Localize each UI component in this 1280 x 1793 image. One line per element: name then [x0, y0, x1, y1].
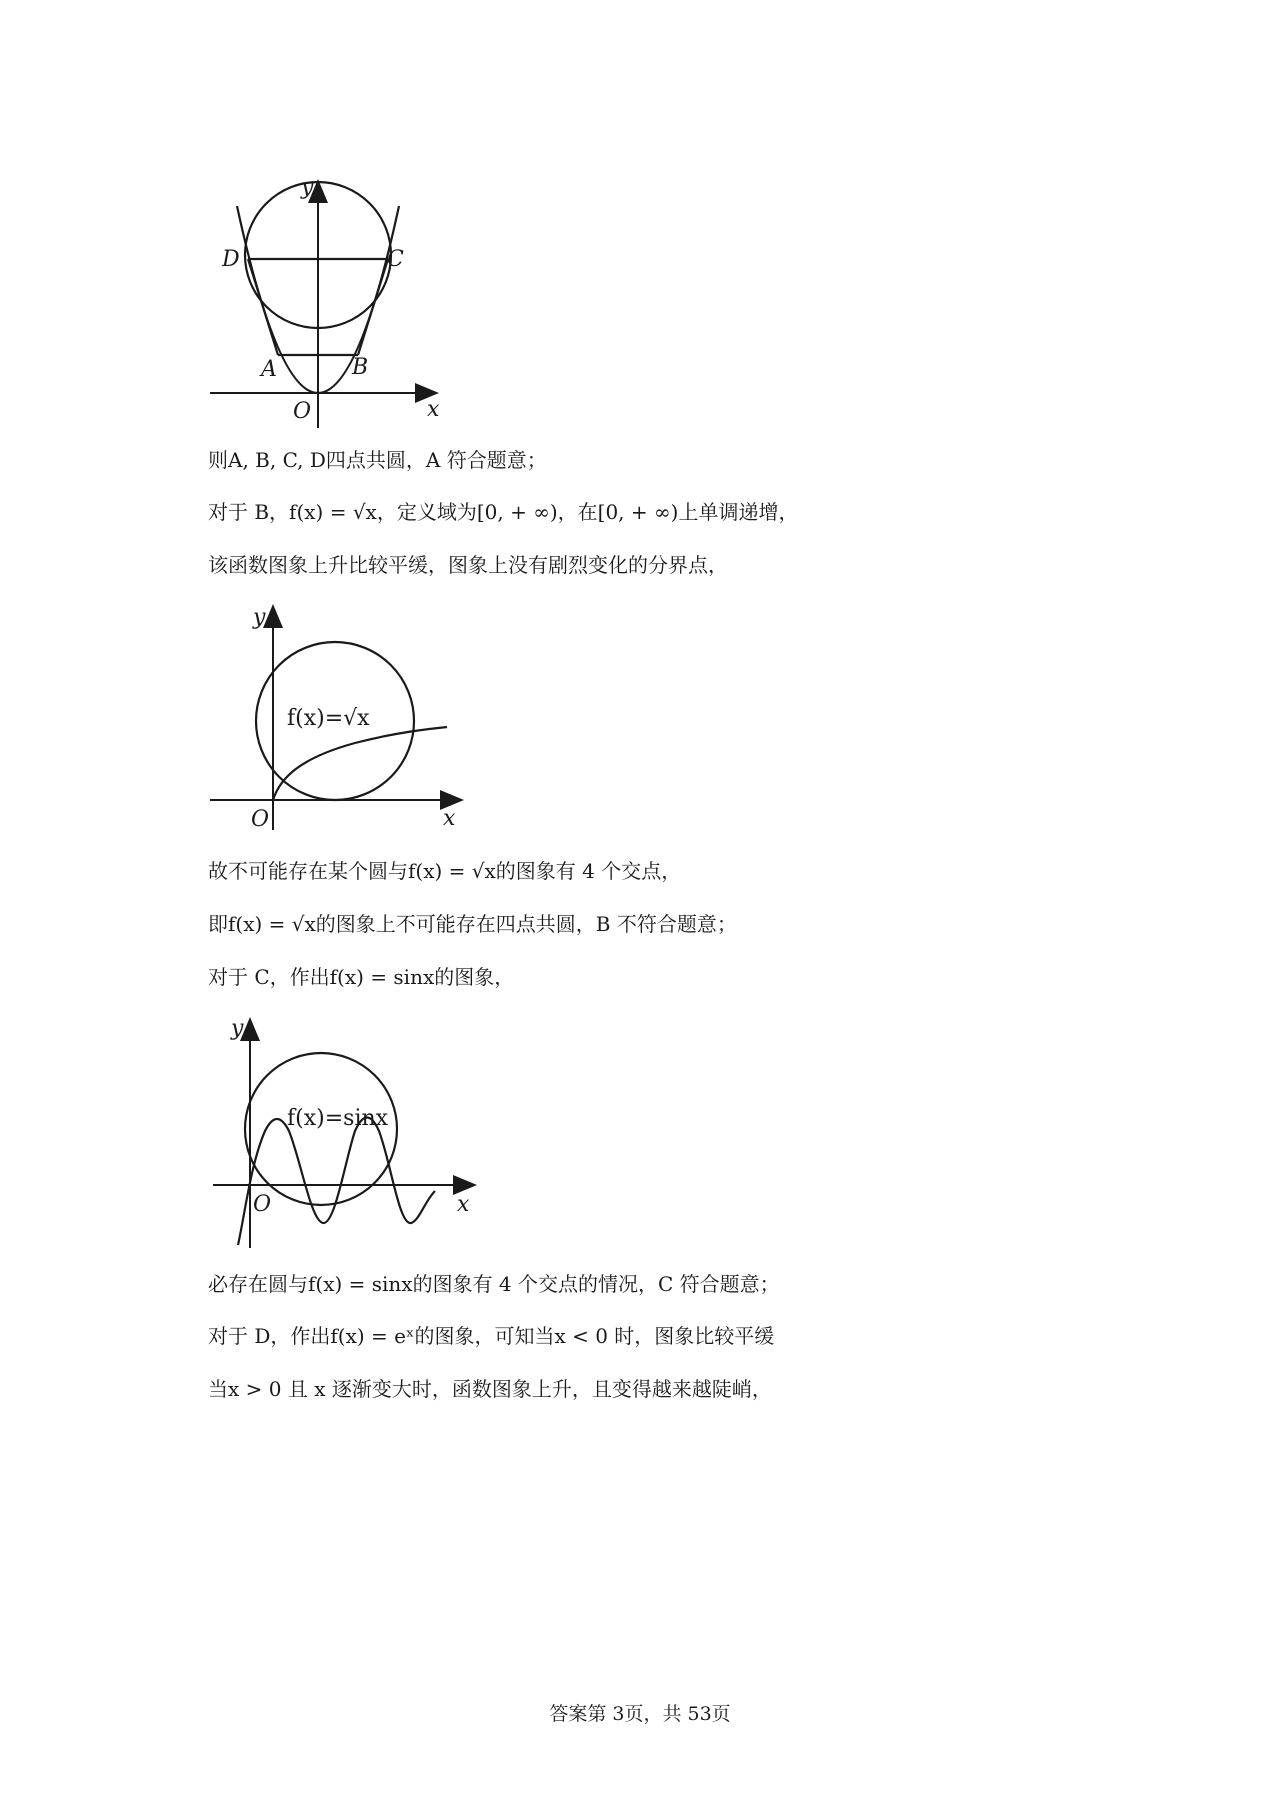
text-line-5: 即f(x) = √x的图象上不可能存在四点共圆，B 不符合题意；: [208, 912, 737, 936]
label-a: A: [261, 357, 277, 382]
segment-da: [248, 259, 278, 355]
label-x: x: [443, 806, 456, 831]
text-line-4: 故不可能存在某个圆与f(x) = √x的图象有 4 个交点，: [208, 859, 682, 883]
label-o: O: [253, 1192, 272, 1217]
text-line-1: 则A, B, C, D四点共圆，A 符合题意；: [208, 448, 547, 472]
text-line-7: 必存在圆与f(x) = sinx的图象有 4 个交点的情况，C 符合题意；: [208, 1272, 780, 1296]
label-o: O: [293, 399, 312, 424]
text-line-6: 对于 C，作出f(x) = sinx的图象，: [208, 965, 515, 989]
text-line-8: 对于 D，作出f(x) = eˣ的图象，可知当x < 0 时，图象比较平缓: [208, 1324, 775, 1348]
text-line-3: 该函数图象上升比较平缓，图象上没有剧烈变化的分界点，: [208, 553, 728, 577]
label-d: D: [222, 247, 240, 272]
text-line-9: 当x > 0 且 x 逐渐变大时，函数图象上升，且变得越来越陡峭，: [208, 1377, 772, 1401]
figure-sin-circle: [205, 1013, 480, 1248]
label-y: y: [253, 605, 266, 630]
label-y: y: [301, 175, 314, 200]
label-x: x: [427, 397, 440, 422]
label-func: f(x)=√x: [287, 706, 370, 731]
label-c: C: [387, 247, 404, 272]
page-footer: 答案第 3页，共 53页: [549, 1703, 731, 1725]
segment-cb: [358, 259, 388, 355]
figure-parabola-circle: [205, 175, 455, 428]
text-line-2: 对于 B，f(x) = √x，定义域为[0, + ∞)，在[0, + ∞)上单调递增，: [208, 500, 799, 524]
sqrt-curve: [273, 727, 447, 800]
label-y: y: [231, 1016, 244, 1041]
label-func: f(x)=sinx: [287, 1106, 389, 1131]
label-b: B: [352, 355, 369, 380]
label-x: x: [457, 1192, 470, 1217]
label-o: O: [251, 807, 270, 832]
figure-sqrt-circle: [205, 598, 465, 833]
sine-curve: [238, 1118, 435, 1246]
